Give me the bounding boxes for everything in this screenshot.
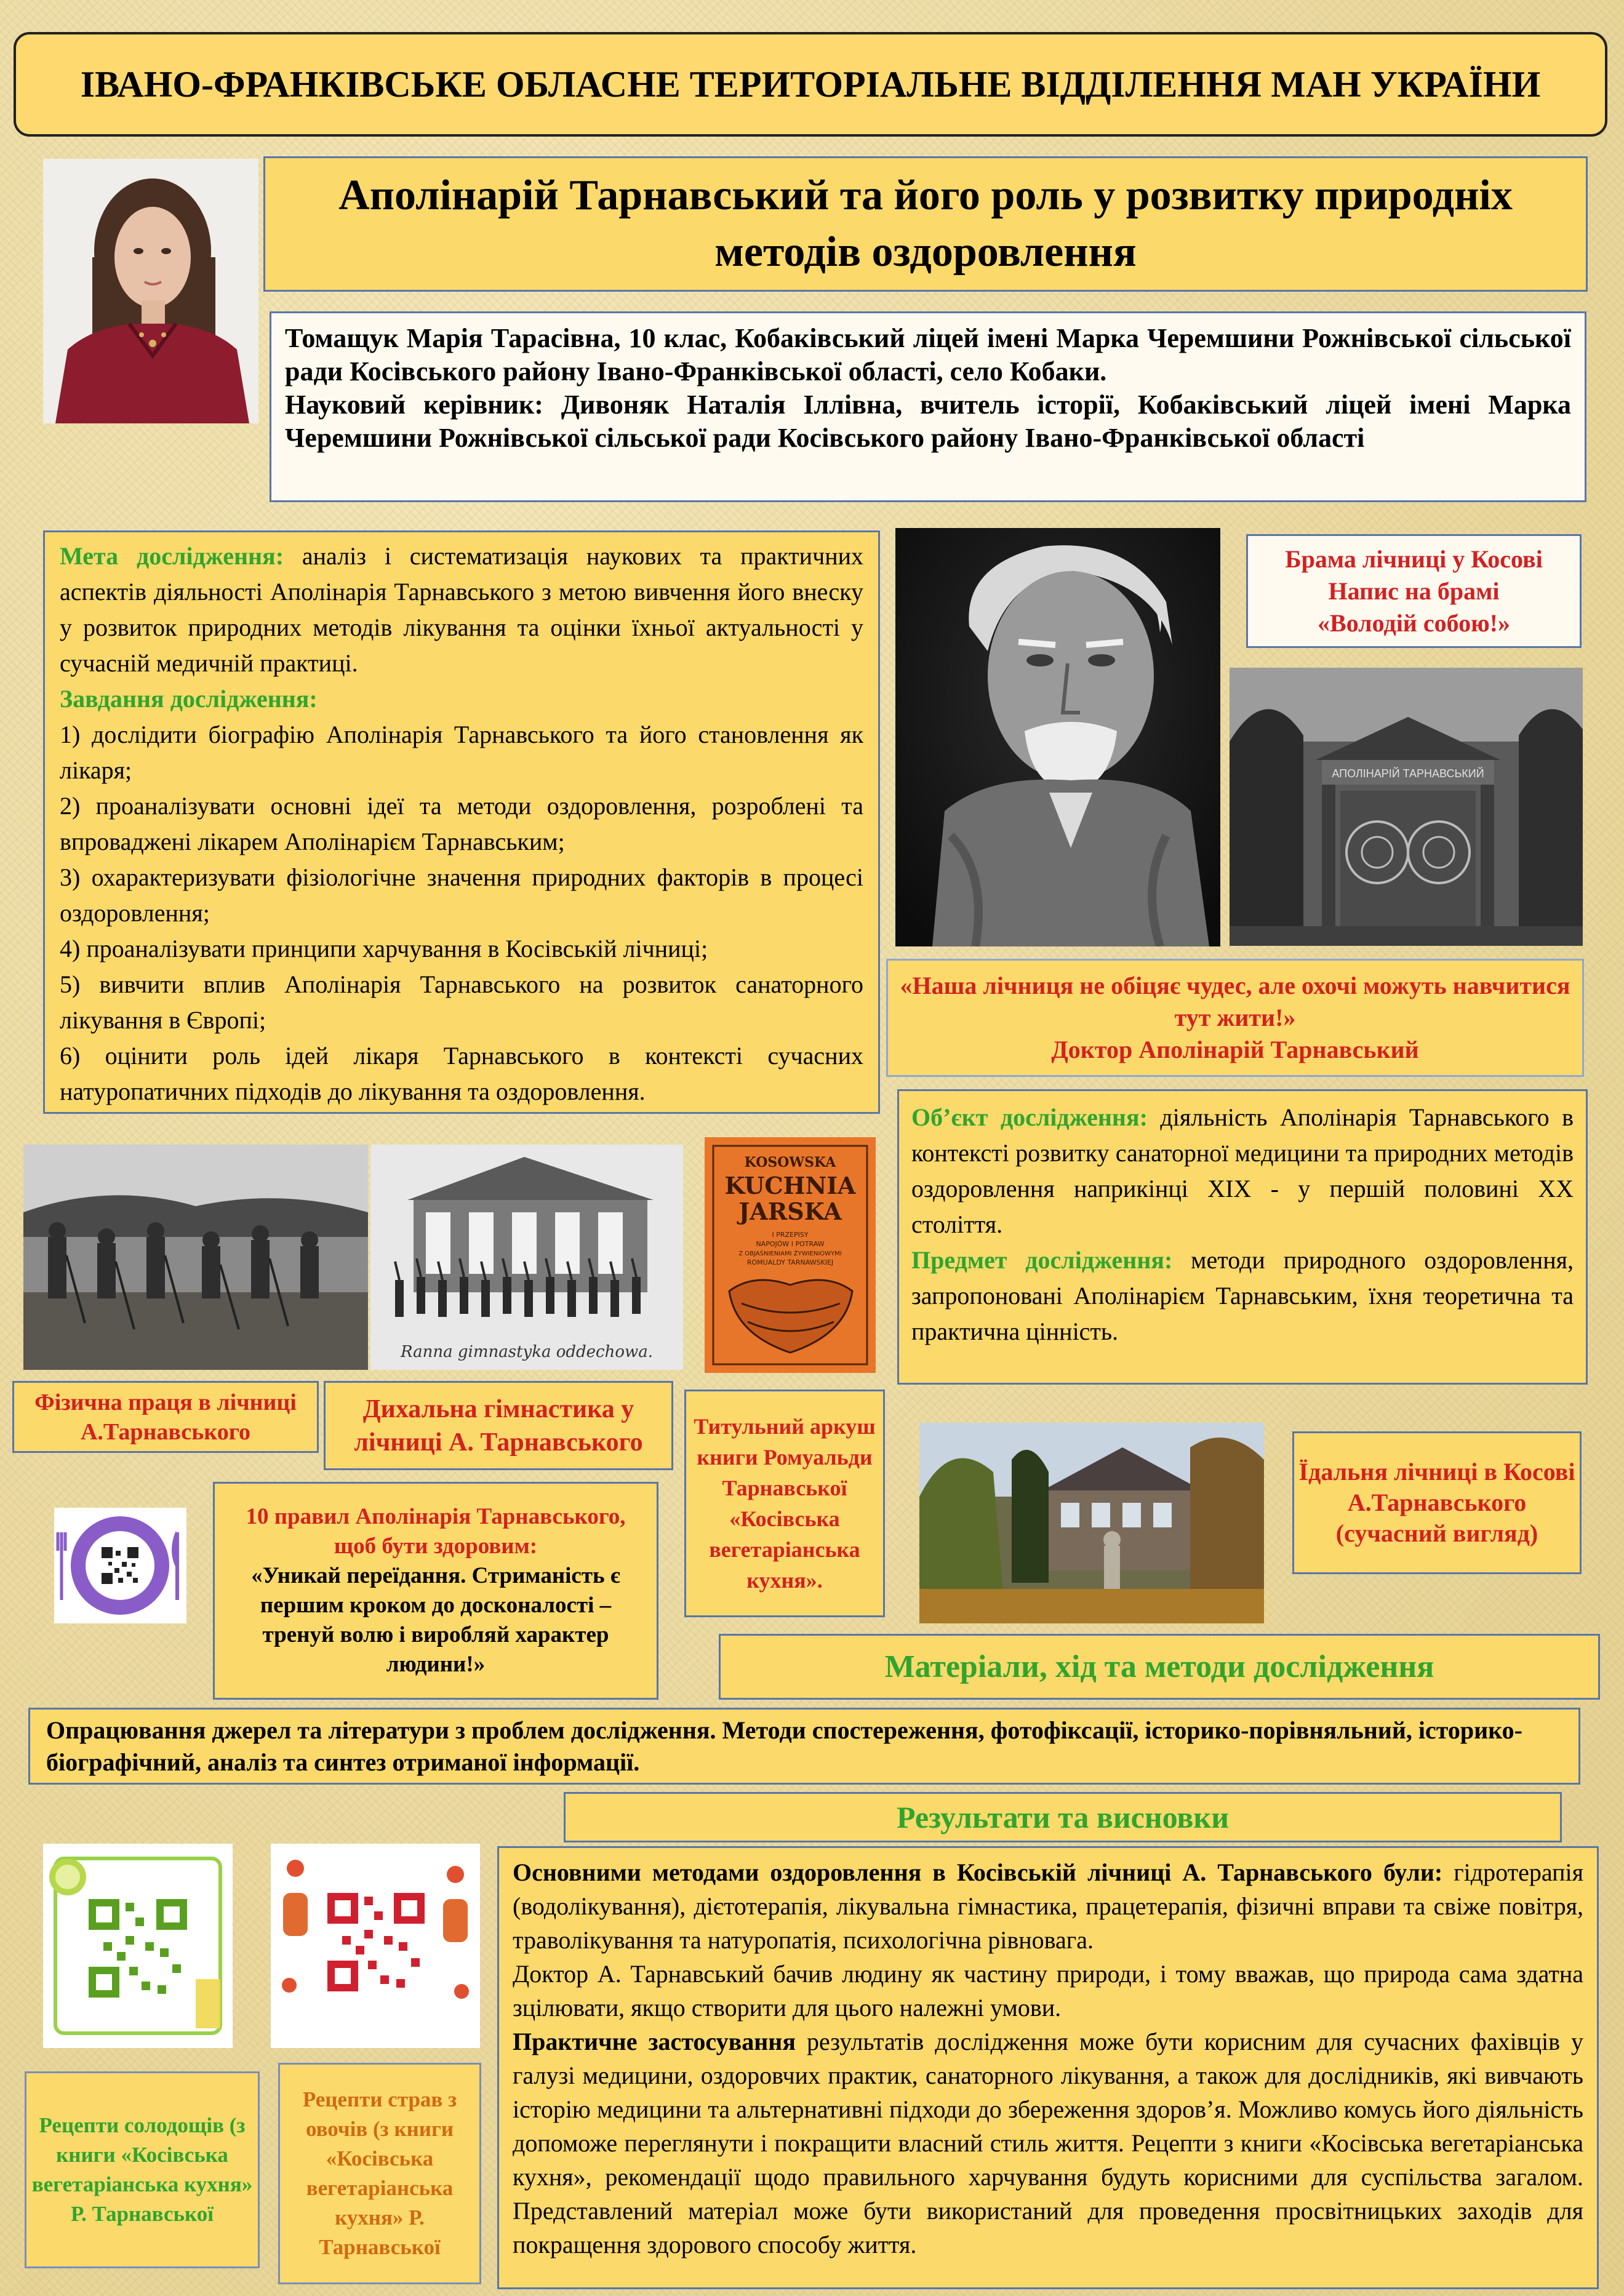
materials-heading-text: Матеріали, хід та методи дослідження [884, 1649, 1434, 1684]
subject-paragraph [911, 1242, 1574, 1350]
sanatorium-gate-photo [1230, 668, 1583, 946]
vegetable-recipes-caption [278, 2063, 481, 2284]
dining-hall-caption [1292, 1431, 1582, 1574]
caption-text: Фізична праця в лічниці А.Тарнавського [34, 1389, 297, 1445]
subject-text: методи природного оздоровлення, запропоновані Аполінарієм Тарнавським, їхня теоретична та практична цінність. [911, 1246, 1574, 1345]
qr-code-sweets[interactable] [43, 1844, 233, 2048]
materials-heading [719, 1634, 1600, 1700]
book-cover-line: ROMUALDY TARNAWSKIEJ [746, 1258, 834, 1266]
object-text: діяльність Аполінарія Тарнавського в контексті розвитку санаторної медицини та природних методів оздоровлення наприкінці XIX - у першій половині XX століття. [911, 1103, 1574, 1238]
header-banner [14, 32, 1607, 137]
poster-title-box [263, 156, 1588, 292]
results-box [497, 1846, 1599, 2289]
gate-sign-text: АПОЛІНАРІЙ ТАРНАВСЬКИЙ [1332, 767, 1484, 780]
physical-work-photo [23, 1145, 368, 1370]
qr-code-plate[interactable] [54, 1508, 186, 1623]
task-item: 4) проаналізувати принципи харчування в Косівській лічниці; [60, 935, 708, 962]
caption-text: Їдальня лічниці в Косові А.Тарнавського (сучасний вигляд) [1298, 1458, 1575, 1547]
student-info: Томащук Марія Тарасівна, 10 клас, Кобаківський ліцей імені Марка Черемшини Рожнівської сільської ради Косівського району Івано-Франківської області, село Кобаки. [285, 323, 1571, 386]
book-cover-line: I PRZEPISY [772, 1231, 809, 1239]
dining-hall-photo [919, 1423, 1264, 1623]
object-subject-box [897, 1089, 1588, 1385]
gymnastics-caption [324, 1381, 673, 1470]
caption-text: Рецепти солодощів (з книги «Косівська вегетаріанська кухня» Р. Тарнавської [31, 2113, 253, 2226]
object-paragraph [911, 1100, 1574, 1242]
results-heading-text: Результати та висновки [896, 1800, 1230, 1834]
tasks-label: Завдання дослідження: [60, 685, 318, 713]
goal-label: Мета дослідження: [60, 542, 284, 570]
physical-work-caption [12, 1381, 319, 1453]
author-info-box [270, 311, 1586, 502]
results-bold: Практичне застосування [513, 2028, 796, 2055]
results-bold: Основними методами оздоровлення в Косівській лічниці А. Тарнавського були: [513, 1858, 1443, 1886]
gate-caption-line: Брама лічниці у Косові [1285, 545, 1543, 573]
results-paragraph: Доктор А. Тарнавський бачив людину як частину природи, і тому вважав, що природа сама здатна зцілювати, якщо створити для цього належні умови. [513, 1960, 1583, 2022]
rules-title: 10 правил Аполінарія Тарнавського, щоб бути здоровим: [246, 1504, 626, 1559]
book-cover-line: KOSOWSKA [744, 1154, 836, 1170]
sweets-recipes-caption [25, 2071, 260, 2268]
gym-photo-handwriting: Ranna gimnastyka oddechowa. [400, 1343, 654, 1361]
breathing-gymnastics-photo [370, 1145, 683, 1370]
book-cover-line: Z OBJAŚNIENIAMI ŻYWIENIOWYMI [738, 1250, 842, 1257]
gate-caption-box [1246, 534, 1582, 648]
tarnavsky-portrait-photo [895, 528, 1220, 946]
gate-caption-line: Напис на брамі [1328, 577, 1500, 605]
methods-text: Опрацювання джерел та літератури з проблем дослідження. Методи спостереження, фотофіксації, історико-порівняльний, історико-біографічний, аналіз та синтез отриманої інформації. [46, 1716, 1522, 1776]
rules-text: «Уникай переїдання. Стриманість є першим кроком до досконалості – тренуй волю і виробляй характер людини!» [251, 1563, 620, 1677]
gate-caption-line: «Володій собою!» [1318, 609, 1510, 637]
cookbook-caption [684, 1390, 885, 1617]
cookbook-cover-photo [705, 1137, 876, 1373]
results-text: гідротерапія (водолікування), дієтотерапія, лікувальна гімнастика, працетерапія, фізичні вправи та свіже повітря, траволікування та натуропатія, психологічна рівновага. [513, 1858, 1583, 1954]
quote-text: «Наша лічниця не обіцяє чудес, але охочі можуть навчитися тут жити!» [900, 972, 1570, 1031]
results-paragraph [513, 2025, 1583, 2262]
goal-tasks-box [43, 530, 880, 1114]
caption-text: Титульний аркуш книги Ромуальди Тарнавської «Косівська вегетаріанська кухня». [694, 1414, 876, 1593]
book-cover-line: KUCHNIA [724, 1172, 856, 1199]
qr-code-vegetables[interactable] [271, 1844, 480, 2048]
methods-box [28, 1708, 1580, 1785]
goal-paragraph [60, 538, 863, 681]
book-cover-line: NAPOJÓW I POTRAW [756, 1240, 825, 1248]
book-cover-line: JARSKA [738, 1198, 842, 1225]
task-item: 2) проаналізувати основні ідеї та методи оздоровлення, розроблені та впроваджені лікарем Аполінарієм Тарнавським; [60, 792, 863, 855]
ten-rules-box [213, 1482, 658, 1700]
header-title: ІВАНО-ФРАНКІВСЬКЕ ОБЛАСНЕ ТЕРИТОРІАЛЬНЕ ВІДДІЛЕННЯ МАН УКРАЇНИ [80, 63, 1541, 105]
quote-author: Доктор Аполінарій Тарнавський [1051, 1036, 1419, 1063]
task-item: 5) вивчити вплив Аполінарія Тарнавського на розвиток санаторного лікування в Європі; [60, 970, 863, 1034]
object-label: Об’єкт дослідження: [911, 1103, 1148, 1131]
results-paragraph [513, 1855, 1583, 1957]
caption-text: Дихальна гімнастика у лічниці А. Тарнавського [354, 1394, 643, 1457]
subject-label: Предмет дослідження: [911, 1246, 1173, 1274]
poster-title: Аполінарій Тарнавський та його роль у розвитку природніх методів оздоровлення [338, 172, 1513, 276]
student-portrait-photo [43, 159, 258, 423]
tarnavsky-quote-box [886, 959, 1584, 1077]
caption-text: Рецепти страв з овочів (з книги «Косівська вегетаріанська кухня» Р. Тарнавської [302, 2087, 457, 2259]
supervisor-info: Науковий керівник: Дивоняк Наталія Іллівна, вчитель історії, Кобаківський ліцей імені Марка Черемшини Рожнівської сільської ради Косівського району Івано-Франківської області [285, 390, 1571, 453]
task-item: 1) дослідити біографію Аполінарія Тарнавського та його становлення як лікаря; [60, 721, 863, 784]
task-item: 6) оцінити роль ідей лікаря Тарнавського в контексті сучасних натуропатичних підходів до лікування та оздоровлення. [60, 1042, 863, 1105]
results-text: результатів дослідження може бути корисним для сучасних фахівців у галузі медицини, оздоровчих практик, санаторного лікування, а також для дослідників, які вивчають історію медицини та альтернативні підходи до збереження здоров’я. Можливо комусь його діяльність допоможе переглянути і покращити власний стиль життя. Рецепти з книги «Косівська вегетаріанська кухня», рекомендації щодо правильного харчування будуть корисними для суспільства загалом. Представлений матеріал може бути використаний для проведення просвітницьких заходів для покращення здорового способу життя. [513, 2028, 1583, 2258]
results-heading [564, 1792, 1562, 1842]
task-item: 3) охарактеризувати фізіологічне значення природних факторів в процесі оздоровлення; [60, 863, 863, 927]
goal-text: аналіз і систематизація наукових та практичних аспектів діяльності Аполінарія Тарнавського з метою вивчення його внеску у розвиток природних методів лікування та оцінки їхньої актуальності у сучасній медичній практиці. [60, 542, 864, 677]
